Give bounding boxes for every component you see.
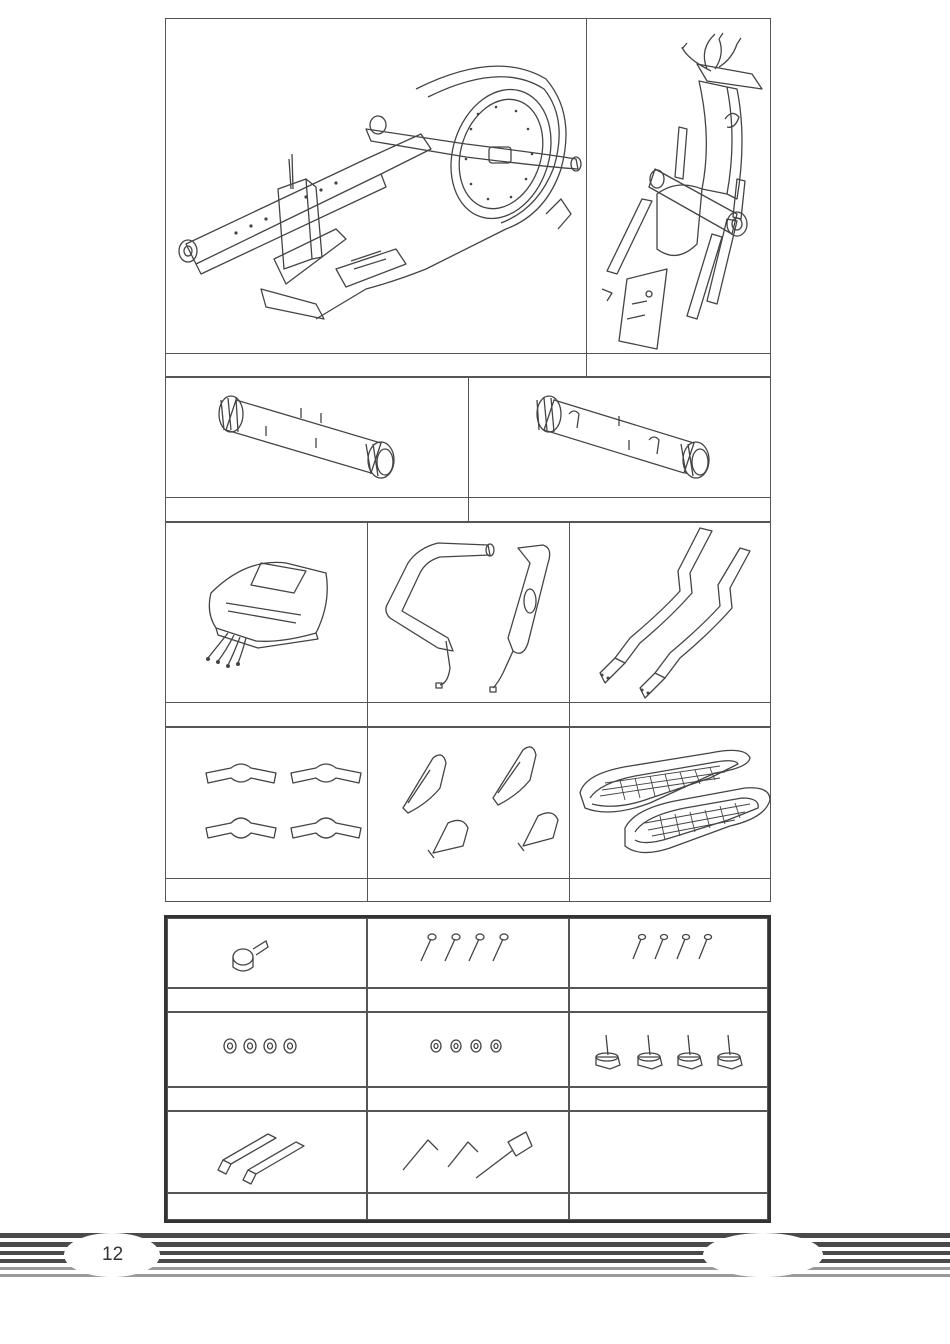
washers-drawing-icon (168, 1013, 368, 1088)
strips-drawing-icon (168, 1112, 368, 1194)
handgrips-label-cell (367, 702, 570, 727)
screws-drawing-icon (570, 919, 769, 989)
main-frame-cell (165, 18, 587, 354)
tools-cell (367, 1111, 569, 1193)
bolts-cell (367, 918, 569, 988)
spring-washers-cell (367, 1012, 569, 1087)
tools-drawing-icon (368, 1112, 570, 1194)
screws-label (569, 988, 768, 1012)
washers-cell (167, 1012, 367, 1087)
joint-covers-drawing-icon (368, 728, 571, 880)
knob-label (167, 988, 367, 1012)
spring-washers-drawing-icon (368, 1013, 570, 1088)
console-drawing-icon (166, 523, 369, 704)
covers-cell (165, 727, 368, 879)
handlebars-label (569, 702, 771, 727)
screws-cell (569, 918, 768, 988)
footer-stripes-decoration (0, 1230, 950, 1300)
rear-stabilizer-drawing-icon (469, 378, 772, 499)
upright-post-label (586, 353, 771, 377)
strips-cell (167, 1111, 367, 1193)
knob-cell (167, 918, 367, 988)
joint-covers-label (367, 878, 570, 902)
empty-label (569, 1193, 768, 1220)
covers-label (165, 878, 368, 902)
rear-stabilizer-cell (468, 377, 771, 498)
handgrips-cell (367, 522, 570, 703)
tools-label (367, 1193, 569, 1220)
knob-drawing-icon (168, 919, 368, 989)
upright-post-cell (586, 18, 771, 354)
handlebars-drawing-icon (570, 523, 772, 704)
bolts-drawing-icon (368, 919, 570, 989)
covers-drawing-icon (166, 728, 369, 880)
rear-stabilizer-label (468, 497, 771, 522)
upright-post-drawing-icon (587, 19, 772, 355)
bolts-label (367, 988, 569, 1012)
empty-cell (569, 1111, 768, 1193)
levelling-feet-cell (569, 1012, 768, 1087)
main-frame-drawing-icon (166, 19, 588, 355)
levelling-feet-drawing-icon (570, 1013, 769, 1088)
pedals-label (569, 878, 771, 902)
pedals-drawing-icon (570, 728, 772, 880)
front-stabilizer-cell (165, 377, 469, 498)
strips-label (167, 1193, 367, 1220)
main-frame-label (165, 353, 587, 377)
handlebars-cell (569, 522, 771, 703)
handgrips-drawing-icon (368, 523, 571, 704)
levelling-feet-label (569, 1087, 768, 1111)
washers-label (167, 1087, 367, 1111)
console-cell (165, 522, 368, 703)
front-stabilizer-label (165, 497, 469, 522)
joint-covers-cell (367, 727, 570, 879)
pedals-cell (569, 727, 771, 879)
page-number: 12 (102, 1244, 124, 1265)
spring-washers-label (367, 1087, 569, 1111)
front-stabilizer-drawing-icon (166, 378, 470, 499)
console-label (165, 702, 368, 727)
